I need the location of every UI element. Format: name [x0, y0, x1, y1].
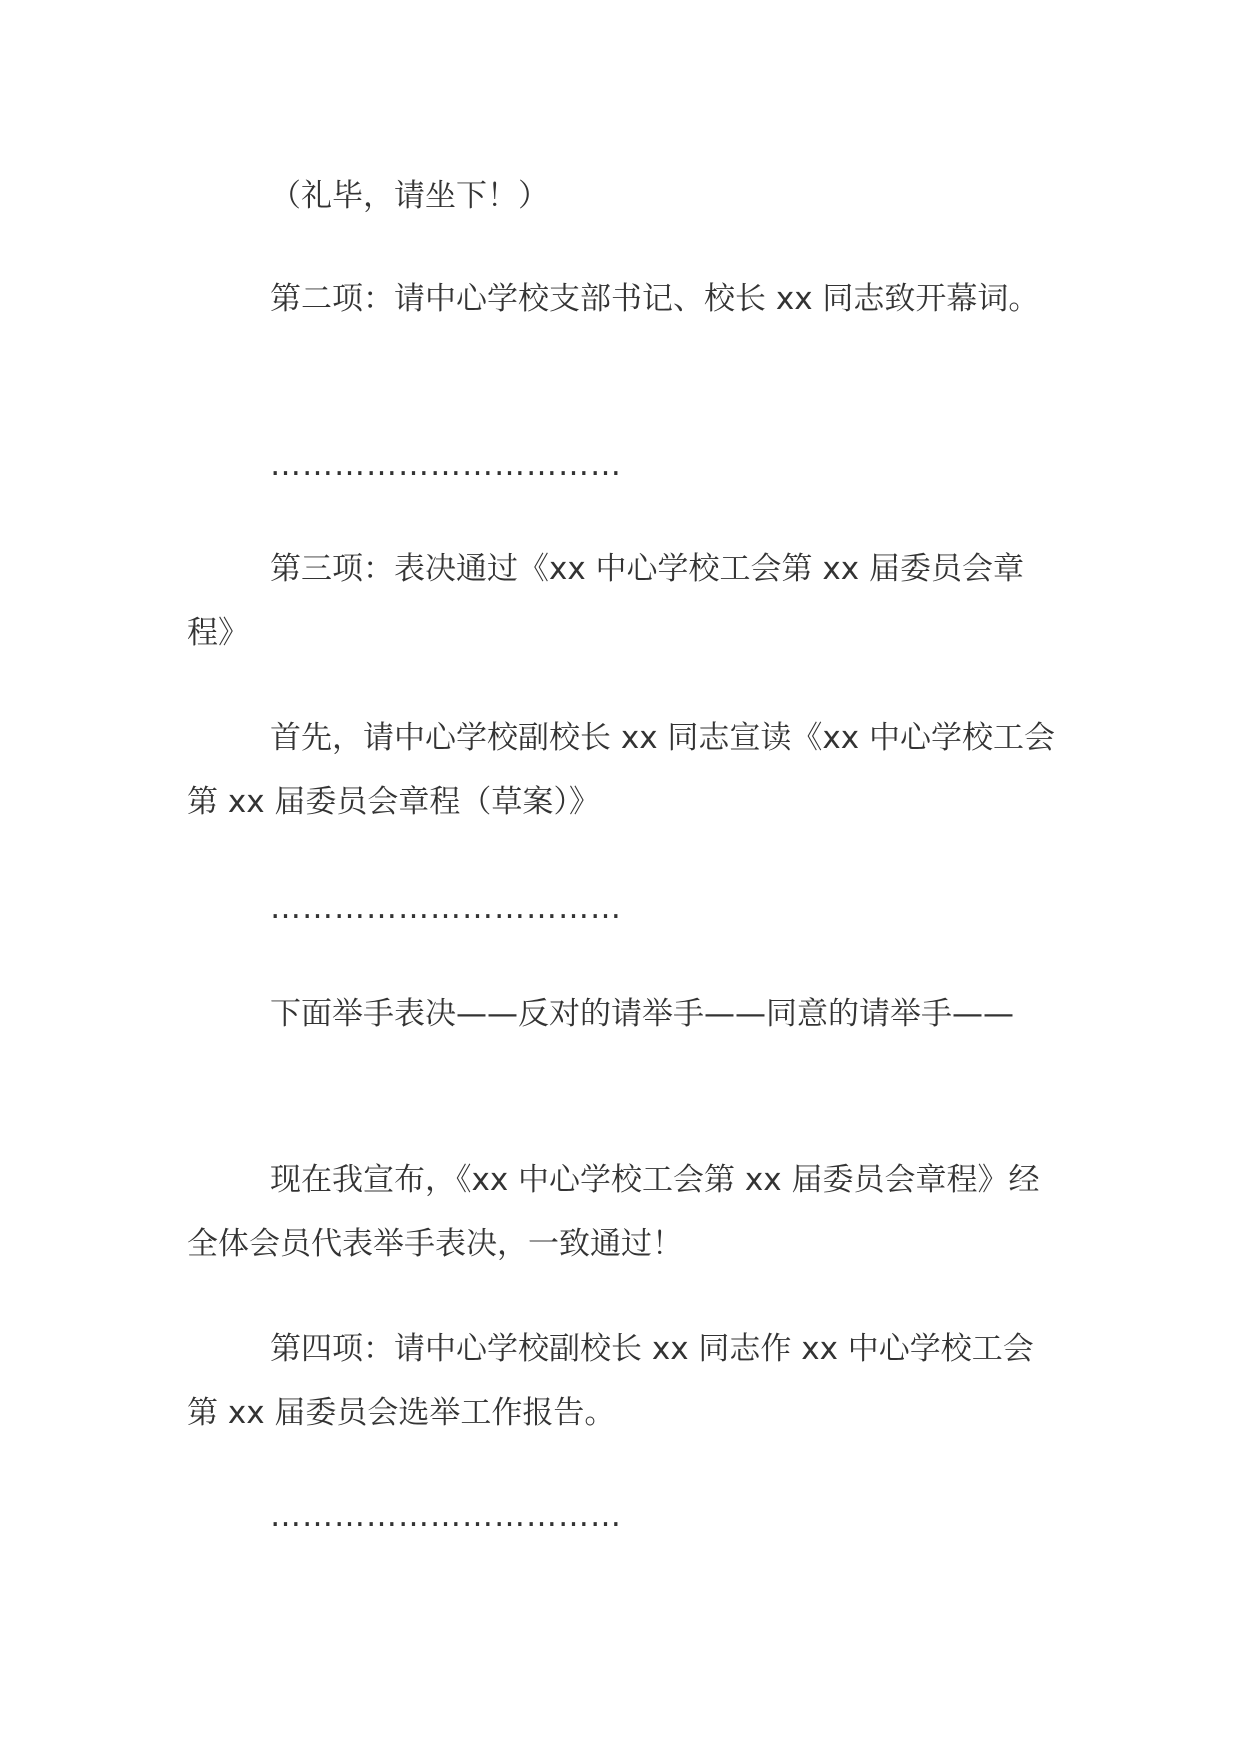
paragraph-ellipsis-1: …………………………… [270, 447, 622, 483]
paragraph-item-three: 第三项：表决通过《xx 中心学校工会第 xx 届委员会章程》 [187, 551, 1024, 651]
paragraph-vote: 下面举手表决——反对的请举手——同意的请举手—— [270, 996, 1014, 1032]
paragraph-ellipsis-2: …………………………… [270, 890, 622, 926]
paragraph-announcement: 现在我宣布，《xx 中心学校工会第 xx 届委员会章程》经全体会员代表举手表决，一致通过！ [187, 1162, 1040, 1262]
paragraph-ceremony-note: （礼毕，请坐下！） [270, 178, 549, 214]
paragraph-item-two: 第二项：请中心学校支部书记、校长 xx 同志致开幕词。 [270, 281, 1040, 317]
paragraph-item-four: 第四项：请中心学校副校长 xx 同志作 xx 中心学校工会第 xx 届委员会选举工作报告。 [187, 1331, 1034, 1431]
paragraph-reading-draft: 首先，请中心学校副校长 xx 同志宣读《xx 中心学校工会第 xx 届委员会章程（草案）》 [187, 720, 1055, 820]
paragraph-ellipsis-3: …………………………… [270, 1498, 622, 1534]
